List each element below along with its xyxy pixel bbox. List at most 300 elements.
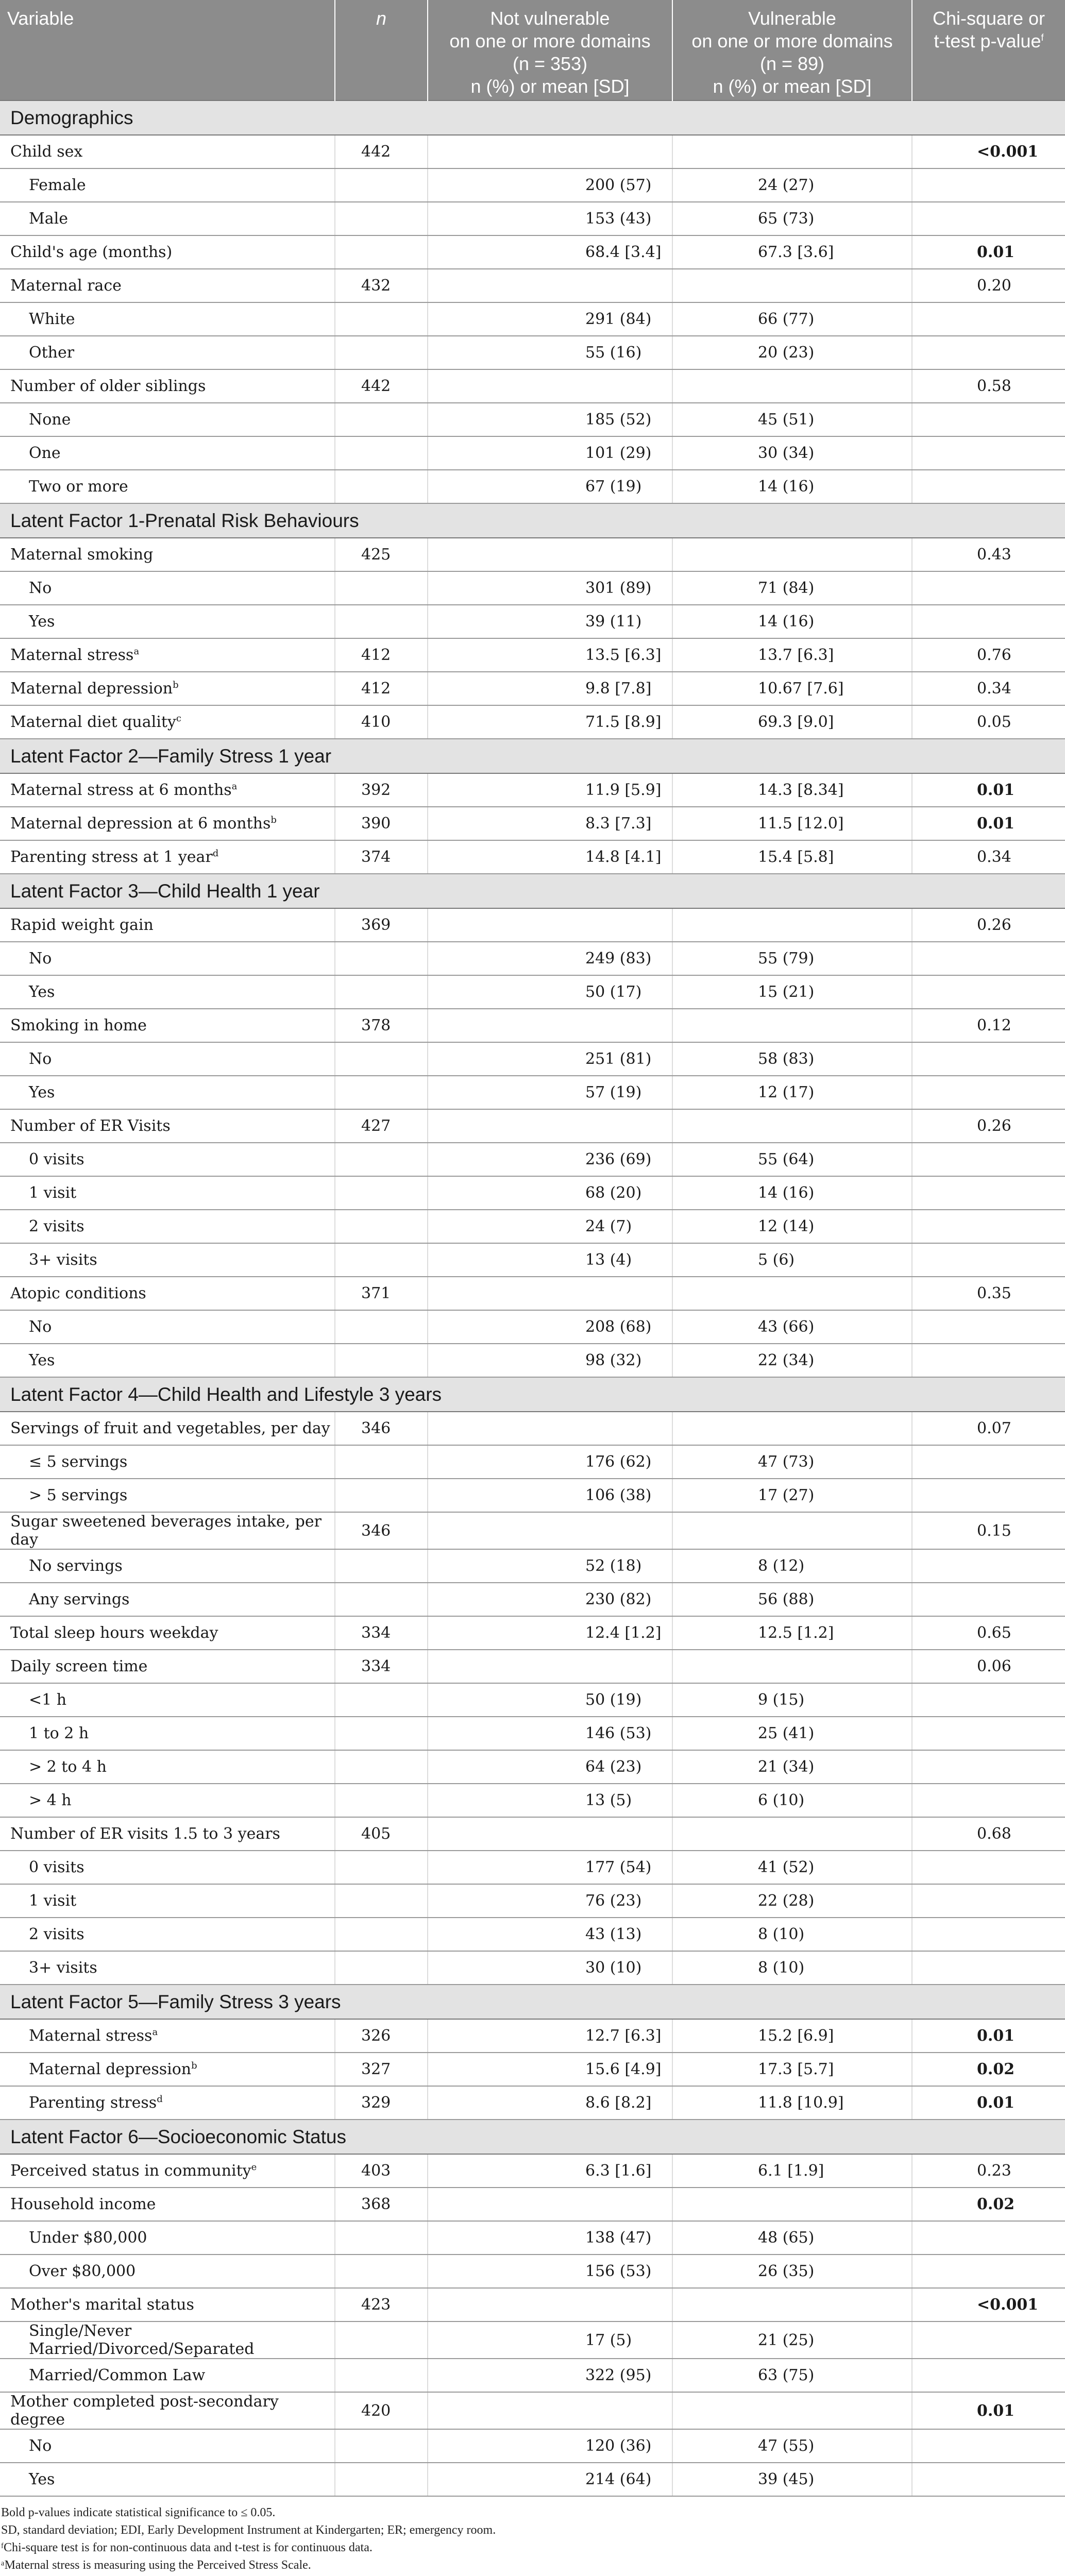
- p-value-cell: 0.26: [912, 1109, 1065, 1143]
- not-vulnerable-cell: [428, 1650, 672, 1683]
- p-value-cell: 0.01: [912, 773, 1065, 807]
- p-value-cell: [912, 1884, 1065, 1918]
- vulnerable-cell: 30 (34): [672, 436, 912, 470]
- variable-label: Yes: [29, 983, 55, 1001]
- not-vulnerable-cell: 71.5 [8.9]: [428, 705, 672, 739]
- variable-label: No: [29, 950, 52, 968]
- vulnerable-cell: 6 (10): [672, 1784, 912, 1817]
- not-vulnerable-cell: 6.3 [1.6]: [428, 2154, 672, 2188]
- variable-cell: [0, 302, 335, 336]
- footnote-marker: c: [176, 713, 181, 724]
- variable-label: Child sex: [10, 143, 83, 161]
- table-row: [0, 470, 1065, 503]
- not-vulnerable-cell: 146 (53): [428, 1717, 672, 1750]
- not-vulnerable-cell: 291 (84): [428, 302, 672, 336]
- variable-label: Over $80,000: [29, 2262, 136, 2280]
- variable-label: Yes: [29, 1083, 55, 1101]
- table-row: [0, 2086, 1065, 2120]
- section-title: Latent Factor 3—Child Health 1 year: [0, 874, 1065, 908]
- not-vulnerable-cell: 101 (29): [428, 436, 672, 470]
- vulnerable-cell: 12 (17): [672, 1076, 912, 1109]
- p-value-cell: [912, 1243, 1065, 1277]
- vulnerable-cell: 45 (51): [672, 403, 912, 436]
- table-row: [0, 2359, 1065, 2392]
- table-row: [0, 135, 1065, 168]
- p-value-cell: [912, 1683, 1065, 1717]
- p-value-cell: 0.43: [912, 538, 1065, 571]
- table-body: [0, 100, 1065, 2496]
- section-header: [0, 874, 1065, 908]
- table-row: [0, 1750, 1065, 1784]
- p-value-cell: 0.58: [912, 369, 1065, 403]
- not-vulnerable-cell: 50 (19): [428, 1683, 672, 1717]
- p-value-cell: 0.15: [912, 1512, 1065, 1549]
- vulnerable-cell: 17 (27): [672, 1479, 912, 1512]
- not-vulnerable-cell: [428, 1412, 672, 1445]
- variable-cell: [0, 773, 335, 807]
- p-value-cell: [912, 571, 1065, 605]
- table-row: [0, 840, 1065, 874]
- n-cell: 334: [335, 1650, 428, 1683]
- vulnerable-cell: 47 (73): [672, 1445, 912, 1479]
- not-vulnerable-cell: 24 (7): [428, 1210, 672, 1243]
- not-vulnerable-cell: 39 (11): [428, 605, 672, 638]
- table-row: [0, 369, 1065, 403]
- variable-label: <1 h: [29, 1691, 67, 1709]
- table-row: [0, 1076, 1065, 1109]
- n-cell: [335, 1176, 428, 1210]
- vulnerable-cell: 10.67 [7.6]: [672, 672, 912, 705]
- variable-label: Maternal stress: [10, 646, 134, 664]
- variable-label: > 2 to 4 h: [29, 1758, 107, 1776]
- vulnerable-cell: 22 (28): [672, 1884, 912, 1918]
- vulnerable-cell: 15 (21): [672, 975, 912, 1009]
- variable-label: No: [29, 1050, 52, 1068]
- p-value-cell: 0.01: [912, 235, 1065, 269]
- variable-cell: [0, 336, 335, 369]
- variable-cell: [0, 1009, 335, 1042]
- n-cell: [335, 975, 428, 1009]
- variable-label: No servings: [29, 1557, 123, 1575]
- table-row: [0, 908, 1065, 942]
- variable-label: Maternal diet quality: [10, 713, 176, 731]
- n-cell: [335, 2463, 428, 2496]
- not-vulnerable-cell: 185 (52): [428, 403, 672, 436]
- not-vulnerable-cell: 176 (62): [428, 1445, 672, 1479]
- variable-label: Maternal stress at 6 months: [10, 781, 232, 799]
- table-row: [0, 1549, 1065, 1583]
- footnote-marker: b: [191, 2060, 197, 2071]
- section-title: Latent Factor 2—Family Stress 1 year: [0, 739, 1065, 773]
- vulnerable-cell: 11.8 [10.9]: [672, 2086, 912, 2120]
- not-vulnerable-cell: 236 (69): [428, 1143, 672, 1176]
- table-row: [0, 2019, 1065, 2053]
- n-cell: [335, 1243, 428, 1277]
- vulnerable-cell: 63 (75): [672, 2359, 912, 2392]
- not-vulnerable-cell: 138 (47): [428, 2221, 672, 2255]
- variable-label: Daily screen time: [10, 1657, 148, 1675]
- not-vulnerable-cell: [428, 1009, 672, 1042]
- p-value-cell: [912, 1143, 1065, 1176]
- variable-label: Total sleep hours weekday: [10, 1624, 218, 1642]
- table-row: [0, 336, 1065, 369]
- variable-cell: [0, 1817, 335, 1851]
- not-vulnerable-cell: [428, 1817, 672, 1851]
- not-vulnerable-cell: 106 (38): [428, 1479, 672, 1512]
- not-vulnerable-cell: 30 (10): [428, 1951, 672, 1985]
- not-vulnerable-cell: 64 (23): [428, 1750, 672, 1784]
- p-value-cell: [912, 2429, 1065, 2463]
- variable-cell: [0, 538, 335, 571]
- variable-label: > 5 servings: [29, 1486, 128, 1504]
- n-cell: [335, 1918, 428, 1951]
- p-value-cell: 0.34: [912, 840, 1065, 874]
- p-value-cell: [912, 1479, 1065, 1512]
- variable-label: 2 visits: [29, 1925, 84, 1943]
- section-header: [0, 2120, 1065, 2154]
- vulnerable-cell: 14.3 [8.34]: [672, 773, 912, 807]
- vulnerable-cell: 69.3 [9.0]: [672, 705, 912, 739]
- p-value-cell: [912, 942, 1065, 975]
- vulnerable-cell: 66 (77): [672, 302, 912, 336]
- vulnerable-cell: 17.3 [5.7]: [672, 2053, 912, 2086]
- p-value-cell: [912, 1918, 1065, 1951]
- variable-cell: [0, 1784, 335, 1817]
- not-vulnerable-cell: 17 (5): [428, 2321, 672, 2359]
- not-vulnerable-cell: [428, 538, 672, 571]
- variable-label: Male: [29, 210, 68, 228]
- n-cell: 329: [335, 2086, 428, 2120]
- p-value-cell: [912, 1583, 1065, 1616]
- variable-cell: [0, 672, 335, 705]
- variable-cell: [0, 2154, 335, 2188]
- n-cell: [335, 1784, 428, 1817]
- variable-label: Number of ER Visits: [10, 1117, 171, 1135]
- variable-cell: [0, 840, 335, 874]
- vulnerable-cell: 11.5 [12.0]: [672, 807, 912, 840]
- not-vulnerable-cell: 43 (13): [428, 1918, 672, 1951]
- p-value-cell: [912, 1951, 1065, 1985]
- p-value-cell: 0.35: [912, 1277, 1065, 1310]
- header-vulnerable: Vulnerable on one or more domains (n = 89) n (%) or mean [SD]: [672, 0, 912, 100]
- n-cell: [335, 1445, 428, 1479]
- variable-cell: [0, 1549, 335, 1583]
- vulnerable-cell: 67.3 [3.6]: [672, 235, 912, 269]
- table-row: [0, 1176, 1065, 1210]
- variable-cell: [0, 269, 335, 302]
- variable-label: 1 to 2 h: [29, 1724, 89, 1742]
- vulnerable-cell: 12.5 [1.2]: [672, 1616, 912, 1650]
- table-row: [0, 1817, 1065, 1851]
- table-row: [0, 1310, 1065, 1344]
- n-cell: [335, 235, 428, 269]
- p-value-cell: [912, 1717, 1065, 1750]
- vulnerable-cell: [672, 135, 912, 168]
- table-row: [0, 403, 1065, 436]
- variable-cell: [0, 1277, 335, 1310]
- vulnerable-cell: 41 (52): [672, 1851, 912, 1884]
- variable-label: 1 visit: [29, 1184, 77, 1202]
- not-vulnerable-cell: 177 (54): [428, 1851, 672, 1884]
- n-cell: [335, 403, 428, 436]
- vulnerable-cell: 8 (10): [672, 1918, 912, 1951]
- not-vulnerable-cell: [428, 2188, 672, 2221]
- p-value-cell: 0.68: [912, 1817, 1065, 1851]
- vulnerable-cell: 24 (27): [672, 168, 912, 202]
- table-row: [0, 1009, 1065, 1042]
- p-value-cell: 0.76: [912, 638, 1065, 672]
- p-value-cell: [912, 2359, 1065, 2392]
- table-row: [0, 1445, 1065, 1479]
- variable-label: Number of older siblings: [10, 377, 206, 395]
- n-cell: [335, 1143, 428, 1176]
- variable-cell: [0, 2086, 335, 2120]
- vulnerable-cell: 25 (41): [672, 1717, 912, 1750]
- table-row: [0, 1042, 1065, 1076]
- variable-label: Yes: [29, 1351, 55, 1369]
- table-row: [0, 1243, 1065, 1277]
- vulnerable-cell: 14 (16): [672, 605, 912, 638]
- table-row: [0, 436, 1065, 470]
- variable-cell: [0, 571, 335, 605]
- p-value-cell: [912, 302, 1065, 336]
- table-row: [0, 2188, 1065, 2221]
- n-cell: 327: [335, 2053, 428, 2086]
- not-vulnerable-cell: 50 (17): [428, 975, 672, 1009]
- p-value-cell: 0.01: [912, 2086, 1065, 2120]
- table-row: [0, 2154, 1065, 2188]
- table-row: [0, 1583, 1065, 1616]
- not-vulnerable-cell: 13 (5): [428, 1784, 672, 1817]
- variable-cell: [0, 1412, 335, 1445]
- vulnerable-cell: 21 (34): [672, 1750, 912, 1784]
- n-cell: [335, 605, 428, 638]
- variable-label: Other: [29, 344, 75, 362]
- header-variable: Variable: [0, 0, 335, 100]
- variable-cell: [0, 1176, 335, 1210]
- variable-label: Under $80,000: [29, 2229, 147, 2247]
- vulnerable-cell: 5 (6): [672, 1243, 912, 1277]
- n-cell: [335, 1750, 428, 1784]
- footnote-marker: a: [152, 2027, 158, 2038]
- variable-cell: [0, 2429, 335, 2463]
- variable-cell: [0, 436, 335, 470]
- table-row: [0, 168, 1065, 202]
- variable-cell: [0, 1650, 335, 1683]
- not-vulnerable-cell: 230 (82): [428, 1583, 672, 1616]
- vulnerable-cell: [672, 1817, 912, 1851]
- not-vulnerable-cell: 55 (16): [428, 336, 672, 369]
- n-cell: [335, 1884, 428, 1918]
- variable-label: 0 visits: [29, 1858, 84, 1876]
- n-cell: 405: [335, 1817, 428, 1851]
- table-row: [0, 1683, 1065, 1717]
- vulnerable-cell: 15.2 [6.9]: [672, 2019, 912, 2053]
- n-cell: 412: [335, 672, 428, 705]
- section-title: Latent Factor 1-Prenatal Risk Behaviours: [0, 503, 1065, 538]
- not-vulnerable-cell: 120 (36): [428, 2429, 672, 2463]
- vulnerable-cell: 58 (83): [672, 1042, 912, 1076]
- variable-label: 1 visit: [29, 1892, 77, 1910]
- table-row: [0, 1412, 1065, 1445]
- variable-label: Maternal race: [10, 277, 122, 295]
- vulnerable-cell: [672, 1650, 912, 1683]
- variable-cell: [0, 942, 335, 975]
- vulnerable-cell: [672, 2392, 912, 2429]
- variable-label: Rapid weight gain: [10, 916, 154, 934]
- n-cell: [335, 1549, 428, 1583]
- n-cell: [335, 168, 428, 202]
- vulnerable-cell: [672, 1412, 912, 1445]
- variable-cell: [0, 1583, 335, 1616]
- footnote-marker: d: [212, 848, 219, 859]
- variable-cell: [0, 1683, 335, 1717]
- variable-cell: [0, 1109, 335, 1143]
- variable-cell: [0, 975, 335, 1009]
- n-cell: [335, 1210, 428, 1243]
- n-cell: 432: [335, 269, 428, 302]
- table-row: [0, 1210, 1065, 1243]
- not-vulnerable-cell: 153 (43): [428, 202, 672, 235]
- vulnerable-cell: 20 (23): [672, 336, 912, 369]
- not-vulnerable-cell: [428, 2392, 672, 2429]
- p-value-cell: [912, 2321, 1065, 2359]
- n-cell: 425: [335, 538, 428, 571]
- variable-cell: [0, 470, 335, 503]
- vulnerable-cell: [672, 2188, 912, 2221]
- variable-label: Maternal smoking: [10, 546, 154, 564]
- footnote-marker: a: [231, 781, 238, 792]
- vulnerable-cell: [672, 1512, 912, 1549]
- n-cell: 390: [335, 807, 428, 840]
- vulnerable-cell: 15.4 [5.8]: [672, 840, 912, 874]
- not-vulnerable-cell: 156 (53): [428, 2255, 672, 2288]
- variable-cell: [0, 1445, 335, 1479]
- table-row: [0, 2053, 1065, 2086]
- vulnerable-cell: 47 (55): [672, 2429, 912, 2463]
- table-row: [0, 1951, 1065, 1985]
- p-value-cell: [912, 1176, 1065, 1210]
- vulnerable-cell: [672, 1277, 912, 1310]
- table-row: [0, 2321, 1065, 2359]
- n-cell: 374: [335, 840, 428, 874]
- n-cell: [335, 1583, 428, 1616]
- variable-cell: [0, 807, 335, 840]
- variable-cell: [0, 2392, 335, 2429]
- vulnerable-cell: 55 (64): [672, 1143, 912, 1176]
- table-row: [0, 605, 1065, 638]
- footnote-marker: d: [157, 2094, 163, 2105]
- p-value-cell: 0.26: [912, 908, 1065, 942]
- variable-cell: [0, 1210, 335, 1243]
- variable-label: No: [29, 579, 52, 597]
- vulnerable-cell: [672, 1109, 912, 1143]
- variable-label: None: [29, 411, 71, 429]
- n-cell: [335, 1479, 428, 1512]
- variable-label: Single/Never Married/Divorced/Separated: [29, 2322, 255, 2358]
- p-value-cell: [912, 1210, 1065, 1243]
- not-vulnerable-cell: 98 (32): [428, 1344, 672, 1377]
- header-n: n: [335, 0, 428, 100]
- variable-label: Atopic conditions: [10, 1284, 146, 1302]
- not-vulnerable-cell: 322 (95): [428, 2359, 672, 2392]
- n-cell: [335, 1310, 428, 1344]
- n-cell: [335, 1851, 428, 1884]
- variable-label: No: [29, 2437, 52, 2455]
- not-vulnerable-cell: [428, 369, 672, 403]
- table-row: [0, 1616, 1065, 1650]
- p-value-cell: 0.02: [912, 2053, 1065, 2086]
- variable-cell: [0, 403, 335, 436]
- variable-label: Mother completed post-secondary degree: [10, 2393, 279, 2429]
- p-value-cell: 0.05: [912, 705, 1065, 739]
- p-value-cell: 0.07: [912, 1412, 1065, 1445]
- vulnerable-cell: 9 (15): [672, 1683, 912, 1717]
- variable-label: Smoking in home: [10, 1016, 147, 1035]
- variable-label: 2 visits: [29, 1217, 84, 1235]
- n-cell: [335, 1951, 428, 1985]
- n-cell: 346: [335, 1412, 428, 1445]
- not-vulnerable-cell: 12.4 [1.2]: [428, 1616, 672, 1650]
- p-value-cell: 0.01: [912, 807, 1065, 840]
- variable-cell: [0, 2255, 335, 2288]
- p-value-cell: <0.001: [912, 135, 1065, 168]
- variable-cell: [0, 1951, 335, 1985]
- not-vulnerable-cell: 8.3 [7.3]: [428, 807, 672, 840]
- not-vulnerable-cell: 249 (83): [428, 942, 672, 975]
- table-row: [0, 672, 1065, 705]
- not-vulnerable-cell: 15.6 [4.9]: [428, 2053, 672, 2086]
- p-value-cell: 0.12: [912, 1009, 1065, 1042]
- variable-cell: [0, 1884, 335, 1918]
- variable-label: Any servings: [29, 1590, 130, 1608]
- not-vulnerable-cell: [428, 269, 672, 302]
- variable-cell: [0, 908, 335, 942]
- not-vulnerable-cell: 52 (18): [428, 1549, 672, 1583]
- p-value-cell: [912, 1784, 1065, 1817]
- variable-label: Maternal depression: [29, 2060, 192, 2078]
- n-cell: 427: [335, 1109, 428, 1143]
- n-cell: [335, 202, 428, 235]
- not-vulnerable-cell: 76 (23): [428, 1884, 672, 1918]
- table-row: [0, 975, 1065, 1009]
- variable-label: Child's age (months): [10, 243, 173, 261]
- n-cell: [335, 1683, 428, 1717]
- n-cell: 442: [335, 369, 428, 403]
- table-row: [0, 1344, 1065, 1377]
- p-value-cell: [912, 975, 1065, 1009]
- not-vulnerable-cell: 208 (68): [428, 1310, 672, 1344]
- n-cell: 368: [335, 2188, 428, 2221]
- p-value-cell: [912, 336, 1065, 369]
- variable-cell: [0, 1042, 335, 1076]
- vulnerable-cell: 65 (73): [672, 202, 912, 235]
- variable-label: Servings of fruit and vegetables, per day: [10, 1419, 330, 1437]
- not-vulnerable-cell: 14.8 [4.1]: [428, 840, 672, 874]
- n-cell: [335, 302, 428, 336]
- table-header: [0, 0, 1065, 100]
- variable-cell: [0, 1479, 335, 1512]
- not-vulnerable-cell: 13.5 [6.3]: [428, 638, 672, 672]
- footnote: ᵃMaternal stress is measuring using the Perceived Stress Scale.: [1, 2558, 311, 2572]
- not-vulnerable-cell: 57 (19): [428, 1076, 672, 1109]
- vulnerable-cell: 26 (35): [672, 2255, 912, 2288]
- variable-cell: [0, 2019, 335, 2053]
- header-p-value: Chi-square or t-test p-value$^f$: [912, 0, 1065, 100]
- variable-cell: [0, 2053, 335, 2086]
- table-row: [0, 235, 1065, 269]
- not-vulnerable-cell: 214 (64): [428, 2463, 672, 2496]
